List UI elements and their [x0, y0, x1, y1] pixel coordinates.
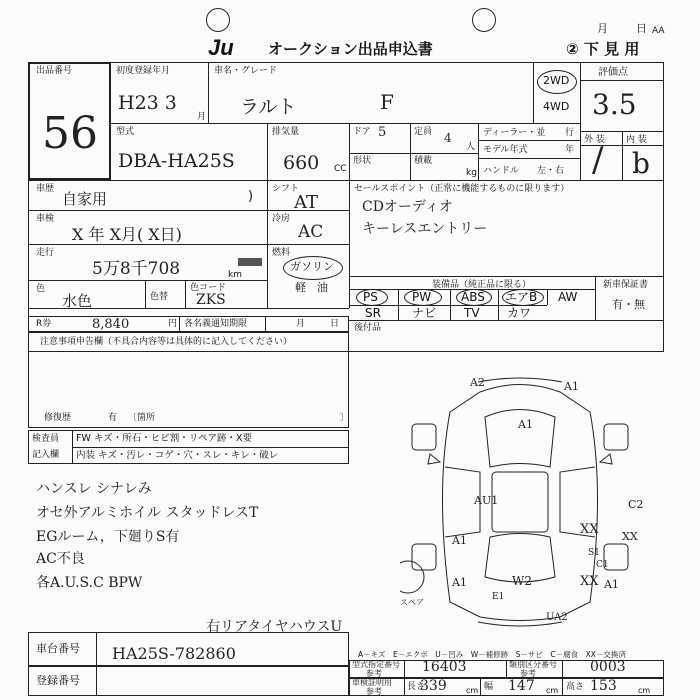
- capacity-value: 4: [444, 131, 452, 145]
- drive-2wd: 2WD: [543, 74, 570, 87]
- category-no-label: 類別区分番号: [509, 660, 557, 669]
- equip-aw: AW: [558, 290, 578, 304]
- logo: Ju: [208, 35, 234, 60]
- selling-point-1: CDオーディオ: [362, 199, 453, 215]
- equip-ps: PS: [363, 290, 378, 304]
- color-label: 色: [36, 284, 46, 294]
- punch-hole-right: [472, 8, 496, 32]
- height-value: 153: [590, 678, 617, 694]
- yen-unit: 円: [168, 319, 178, 329]
- chassis-value: HA25S-782860: [112, 644, 236, 663]
- type-designation-value: 16403: [422, 659, 467, 675]
- deadline-month: 月: [296, 319, 306, 329]
- vehicle-cert-label: 車検証明用: [352, 678, 392, 687]
- mark-hood: A1: [518, 418, 533, 431]
- mileage-value: 5万8千708: [92, 259, 181, 279]
- mark-rear-bumper-ua2: UA2: [546, 612, 568, 623]
- spare-label: スペア: [400, 598, 424, 607]
- fuel-value: ガソリン: [290, 260, 334, 273]
- repair-have: 有: [108, 413, 118, 423]
- color-value: 水色: [62, 292, 93, 310]
- width-value: 147: [508, 678, 535, 694]
- entry-codes: 内装 キズ・汚レ・コゲ・穴・スレ・キレ・破レ: [76, 450, 279, 461]
- entry-label: 記入欄: [32, 450, 60, 460]
- inspector-label: 検査員: [32, 434, 60, 444]
- chassis-label: 車台番号: [36, 642, 80, 655]
- car-name-value: ラルト: [240, 96, 297, 118]
- model-year-label: モデル年式: [483, 145, 528, 155]
- exterior-score: /: [592, 140, 604, 180]
- vehicle-cert-ref: 参考: [366, 687, 382, 696]
- shift-label: シフト: [272, 184, 300, 194]
- recycle-label: R券: [36, 319, 52, 329]
- category-no-ref: 参考: [520, 669, 536, 678]
- category-value: 自家用: [62, 190, 108, 208]
- handle-value: 左・右: [537, 166, 565, 176]
- equip-leather: カワ: [507, 306, 532, 320]
- repair-bracket-end: 〕: [340, 413, 350, 423]
- repair-history-label: 修復歴: [44, 413, 72, 423]
- equip-ps-circle: [356, 289, 388, 306]
- car-name-label: 車名・グレード: [214, 66, 278, 76]
- first-registration-value: H23 3: [118, 92, 177, 114]
- equip-pw: PW: [412, 290, 432, 304]
- repair-place: 〔箇所: [128, 413, 156, 423]
- equip-airbag-circle: [502, 289, 544, 306]
- damage-legend: A－キズ E－エクボ U－凹み W－補修跡 S－サビ C－腐食 XX－交換済: [358, 650, 626, 659]
- type-designation-label: 型式指定番号: [352, 660, 400, 669]
- mark-front-right: A1: [564, 380, 579, 393]
- mark-right-quarter: C2: [628, 498, 644, 511]
- length-value: 339: [420, 678, 447, 694]
- day-label: 日: [636, 22, 647, 35]
- new-warranty-label: 新車保証書: [603, 280, 649, 290]
- note-line-1: ハンスレ シナレみ: [36, 481, 152, 497]
- cc-unit: CC: [334, 164, 347, 174]
- aa-label: AA: [652, 26, 665, 36]
- lot-number-value: 56: [42, 108, 98, 159]
- interior-score: b: [632, 147, 650, 180]
- mileage-scribble: [238, 258, 262, 266]
- displacement-value: 660: [283, 152, 320, 174]
- inspection-copy-label: ② 下 見 用: [566, 40, 640, 58]
- mark-right-rear-s1: S1: [588, 548, 600, 558]
- dealer-label: ディーラー・並: [483, 128, 546, 138]
- equip-airbag: エアB: [505, 290, 538, 304]
- category-label: 車歴: [36, 184, 55, 194]
- displacement-label: 排気量: [272, 127, 300, 137]
- mark-left-door-2: A1: [452, 534, 467, 547]
- capacity-label: 定員: [414, 127, 433, 137]
- door-label: ドア: [353, 127, 371, 137]
- person-unit: 人: [466, 142, 476, 152]
- diesel-label: 軽 油: [295, 281, 328, 294]
- equip-tv: TV: [464, 306, 480, 320]
- rear-note: 右リアタイヤハウスU: [206, 619, 343, 635]
- note-line-3: EGルーム，下廻りS有: [36, 529, 180, 545]
- mark-right-door-xx-2: XX: [622, 530, 638, 543]
- mark-right-rear-a1: A1: [604, 578, 619, 591]
- mark-front-bumper: A2: [470, 376, 485, 389]
- first-registration-label: 初度登録年月: [116, 66, 171, 76]
- category-no-value: 0003: [590, 659, 626, 675]
- equip-abs: ABS: [461, 290, 485, 304]
- tax-deadline-label: 各名義通知期限: [184, 319, 248, 329]
- equip-navi: ナビ: [412, 306, 437, 320]
- height-unit: cm: [638, 686, 651, 695]
- kg-unit: kg: [466, 168, 477, 178]
- color-code-label: 色コード: [190, 283, 227, 293]
- width-unit: cm: [546, 686, 559, 695]
- punch-hole-left: [206, 8, 230, 32]
- equip-sr: SR: [365, 306, 381, 320]
- evaluation-label: 評価点: [598, 67, 628, 78]
- lot-number-label: 出品番号: [36, 66, 73, 76]
- inspection-value: X 年 X月( X日): [72, 225, 182, 244]
- length-unit: cm: [466, 686, 479, 695]
- mileage-label: 走行: [36, 248, 55, 258]
- new-warranty-value: 有・無: [612, 298, 645, 311]
- shape-label: 形状: [353, 156, 372, 166]
- note-line-2: オセ外アルミホイル スタッドレスT: [36, 505, 259, 521]
- recycle-value: 8,840: [92, 317, 130, 332]
- ac-label: 冷房: [272, 214, 291, 224]
- category-paren: ): [248, 189, 254, 204]
- ac-value: AC: [298, 222, 324, 242]
- km-unit: km: [228, 270, 242, 280]
- width-label: 幅: [484, 682, 494, 692]
- inspector-codes: FW キズ・所石・ヒビ割・リペア跡・X要: [76, 433, 253, 444]
- form-title: オークション出品申込書: [268, 40, 433, 58]
- month-label: 月: [597, 22, 608, 35]
- fuel-label: 燃料: [272, 248, 291, 258]
- model-label: 型式: [116, 127, 135, 137]
- exterior-label: 外 装: [584, 135, 605, 145]
- selling-point-2: キーレスエントリー: [362, 221, 488, 237]
- evaluation-score: 3.5: [592, 88, 637, 121]
- mark-right-rear-c1: C1: [596, 560, 609, 570]
- door-value: 5: [378, 125, 387, 140]
- dealer-suffix: 行: [565, 128, 575, 138]
- inspection-label: 車検: [36, 214, 55, 224]
- mark-left-rear: A1: [452, 576, 467, 589]
- mark-right-door-xx-1: XX: [580, 522, 599, 537]
- equipment-label: 装備品（純正品に限る）: [432, 280, 532, 290]
- color-code-value: ZKS: [196, 292, 226, 308]
- note-line-4: AC不良: [36, 551, 85, 567]
- selling-points-label: セールスポイント（正常に機能するものに限ります）: [354, 184, 570, 194]
- equip-abs-circle: [456, 289, 492, 306]
- interior-label: 内 装: [626, 135, 647, 145]
- month-unit: 月: [197, 112, 207, 122]
- note-line-5: 各A.U.S.C BPW: [36, 575, 143, 591]
- mark-left-door-1: AU1: [474, 494, 499, 507]
- handle-label: ハンドル: [483, 166, 520, 176]
- type-designation-ref: 参考: [366, 669, 382, 678]
- model-year-unit: 年: [565, 145, 575, 155]
- mark-rear-glass: W2: [512, 574, 532, 588]
- grade-value: F: [380, 90, 394, 114]
- drive-4wd: 4WD: [543, 100, 570, 113]
- color-change-label: 色替: [150, 292, 169, 302]
- registration-label: 登録番号: [36, 674, 80, 687]
- height-label: 高さ: [566, 682, 585, 692]
- aftermarket-label: 後付品: [354, 323, 382, 333]
- length-label: 長さ: [407, 682, 426, 692]
- model-value: DBA-HA25S: [118, 150, 235, 172]
- equip-pw-circle: [404, 289, 442, 306]
- dimensions-row: [349, 678, 664, 696]
- load-label: 積載: [414, 156, 433, 166]
- deadline-day: 日: [330, 319, 340, 329]
- mark-right-rear-xx: XX: [580, 574, 599, 589]
- mark-rear-bumper-e1: E1: [492, 592, 505, 602]
- shift-value: AT: [294, 192, 319, 213]
- notes-header: 注意事項申告欄（不具合内容等は具体的に記入してください）: [40, 337, 293, 347]
